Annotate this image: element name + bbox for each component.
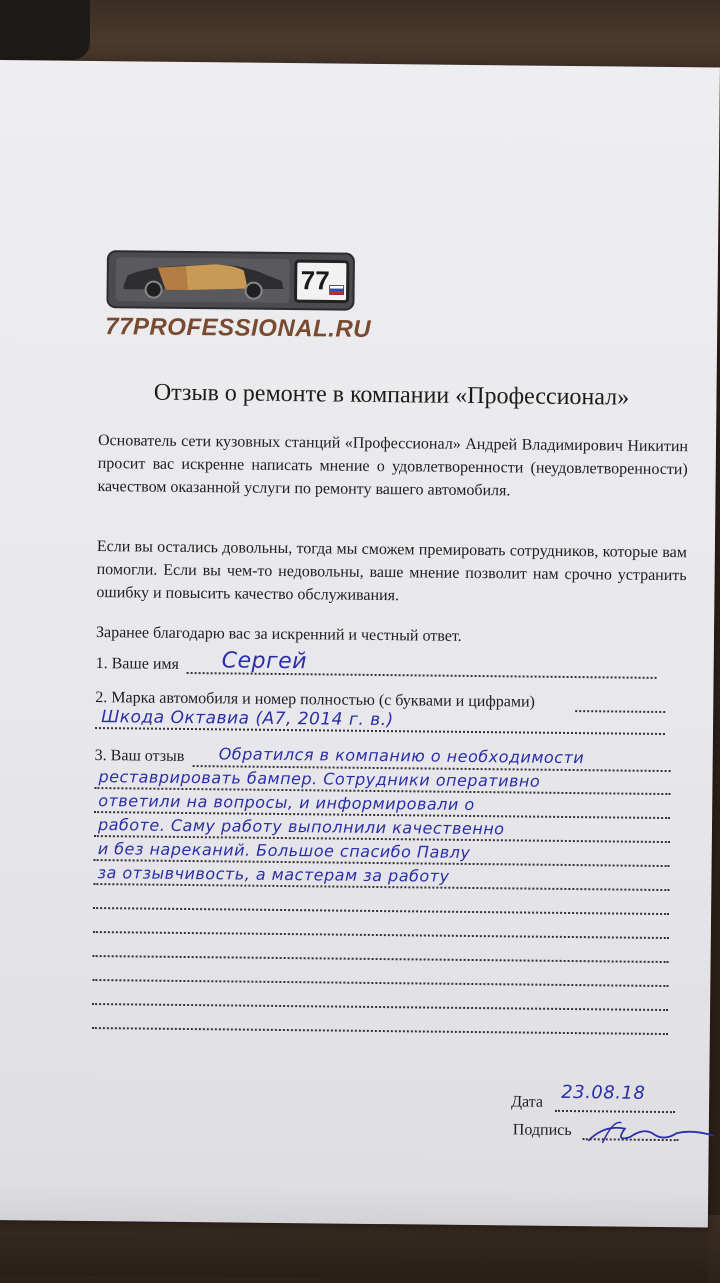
review-handwritten-line: за отзывчивость, а мастерам за работу [97, 863, 450, 886]
desk-background-top [0, 0, 720, 70]
feedback-paragraph: Если вы остались довольны, тогда мы сможем премировать сотрудников, которые вам помогли. Если вы чем-то недовольны, ваше мнение позволит нам срочно устранить ошибку и повысить качество обслуживания. [96, 538, 687, 605]
car-handwritten: Шкода Октавиа (А7, 2014 г. в.) [101, 707, 394, 731]
car-logo-graphic [105, 249, 356, 314]
date-label: Дата [511, 1093, 544, 1111]
intro-paragraph: Основатель сети кузовных станций «Профессионал» Андрей Владимирович Никитин просит вас искренне написать мнение о удовлетворенности (неудовлетворенности) качеством оказанной услуги по ремонту вашего автомобиля. [97, 432, 689, 500]
car-dotted-line-1 [575, 710, 665, 713]
desk-object [0, 0, 90, 60]
name-label: 1. Ваше имя [95, 655, 180, 673]
review-handwritten-line: и без нареканий. Большое спасибо Павлу [97, 839, 471, 862]
review-dotted-line-12 [92, 1027, 668, 1035]
car-label: 2. Марка автомобиля и номер полностью (с буквами и цифрами) [95, 689, 535, 711]
signature-label: Подпись [512, 1121, 572, 1140]
logo-text: 77PROFESSIONAL.RU [105, 313, 372, 343]
logo-plate-number: 77 [300, 265, 330, 296]
review-dotted-line-9 [93, 955, 669, 963]
feedback-form-sheet [0, 60, 720, 1227]
review-handwritten-line: Обратился в компанию о необходимости [218, 744, 585, 768]
review-dotted-line-8 [93, 931, 669, 939]
review-dotted-line-11 [92, 1003, 668, 1011]
name-handwritten: Сергей [221, 648, 308, 675]
company-logo [105, 249, 372, 343]
review-dotted-line-7 [93, 907, 669, 915]
date-handwritten: 23.08.18 [561, 1081, 646, 1104]
handwritten-signature [585, 1112, 715, 1153]
review-label: 3. Ваш отзыв [94, 747, 185, 765]
review-handwritten-line: ответили на вопросы, и информировали о [98, 791, 475, 815]
review-handwritten-line: работе. Саму работу выполнили качественно [97, 815, 505, 839]
page-title: Отзыв о ремонте в компании «Профессионал» [153, 379, 630, 411]
review-dotted-line-10 [92, 979, 668, 987]
review-handwritten-line: реставрировать бампер. Сотрудники оперативно [98, 767, 541, 791]
thanks-paragraph: Заранее благодарю вас за искренний и честный ответ. [95, 624, 462, 645]
paper-shadow [0, 1180, 708, 1283]
